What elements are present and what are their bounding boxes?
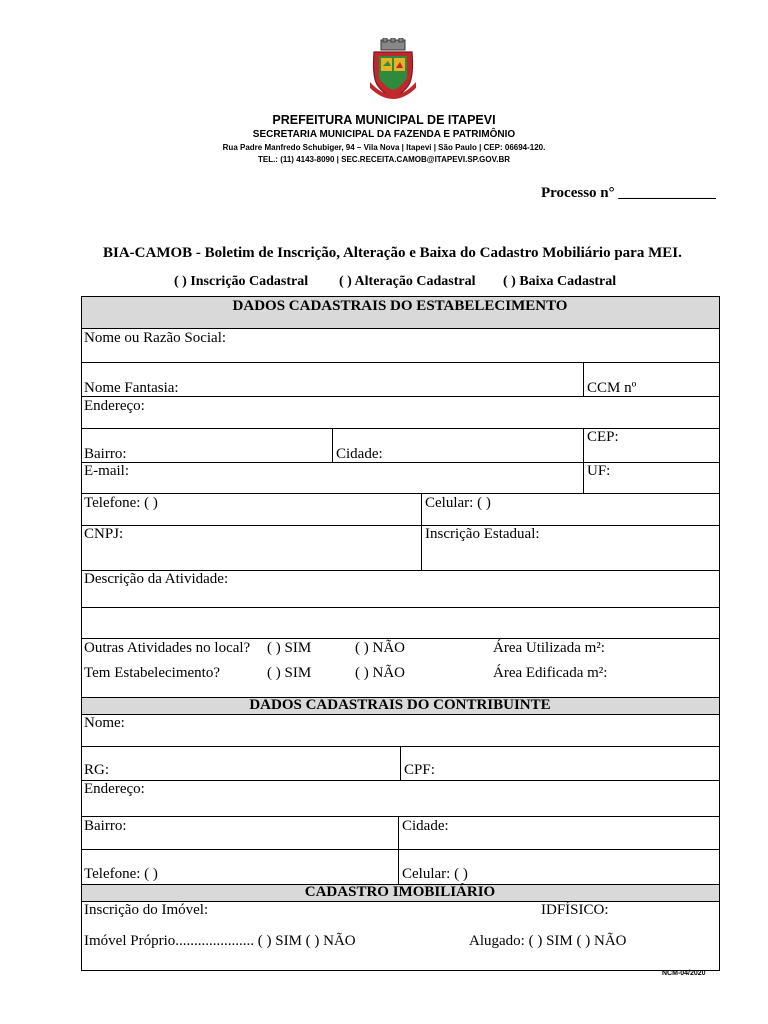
coat-of-arms-logo (368, 38, 418, 104)
field-contrib-celular[interactable]: Celular: ( ) (402, 866, 468, 882)
contact-line: TEL.: (11) 4143-8090 | SEC.RECEITA.CAMOB@ITAPEVI.SP.GOV.BR (257, 155, 511, 164)
divider (583, 362, 584, 396)
form-title: BIA-CAMOB - Boletim de Inscrição, Alteração e Baixa do Cadastro Mobiliário para MEI. (103, 245, 682, 261)
divider (81, 328, 719, 329)
field-descricao-atividade[interactable]: Descrição da Atividade: (84, 571, 229, 587)
form-table (81, 296, 720, 971)
divider (81, 816, 719, 817)
field-alugado[interactable]: Alugado: ( ) SIM ( ) NÃO (469, 933, 627, 949)
field-idfisico[interactable]: IDFÍSICO: (541, 902, 609, 918)
field-area-edificada[interactable]: Área Edificada m²: (493, 665, 608, 681)
address-line: Rua Padre Manfredo Schubiger, 94 – Vila Nova | Itapevi | São Paulo | CEP: 06694-120. (222, 143, 546, 152)
field-contrib-endereco[interactable]: Endereço: (84, 781, 145, 797)
field-inscricao-estadual[interactable]: Inscrição Estadual: (425, 526, 540, 542)
processo-number: Processo n° _____________ (541, 185, 716, 201)
checkbox-outras-sim[interactable]: ( ) SIM (267, 640, 312, 656)
field-bairro[interactable]: Bairro: (84, 446, 127, 462)
field-uf[interactable]: UF: (587, 463, 611, 479)
org-name: PREFEITURA MUNICIPAL DE ITAPEVI (272, 113, 496, 127)
field-cep[interactable]: CEP: (587, 429, 619, 445)
field-contrib-rg[interactable]: RG: (84, 762, 110, 778)
field-nome-fantasia[interactable]: Nome Fantasia: (84, 380, 179, 396)
form-code: NCM-04/2020 (662, 970, 706, 977)
checkbox-outras-nao[interactable]: ( ) NÃO (355, 640, 405, 656)
divider (81, 780, 719, 781)
field-contrib-cpf[interactable]: CPF: (404, 762, 435, 778)
section-title-contribuinte: DADOS CADASTRAIS DO CONTRIBUINTE (249, 697, 551, 713)
option-inscricao[interactable]: ( ) Inscrição Cadastral (174, 274, 309, 289)
field-contrib-cidade[interactable]: Cidade: (402, 818, 449, 834)
question-outras-atividades: Outras Atividades no local? (84, 640, 251, 656)
field-celular[interactable]: Celular: ( ) (425, 495, 491, 511)
section-title-imobiliario: CADASTRO IMOBILIÁRIO (304, 884, 496, 900)
field-area-utilizada[interactable]: Área Utilizada m²: (493, 640, 605, 656)
checkbox-tem-sim[interactable]: ( ) SIM (267, 665, 312, 681)
field-imovel-proprio[interactable]: Imóvel Próprio..................... ( ) SIM ( ) NÃO (84, 933, 356, 949)
field-telefone[interactable]: Telefone: ( ) (84, 495, 158, 511)
field-ccm[interactable]: CCM nº (587, 380, 637, 396)
field-contrib-nome[interactable]: Nome: (84, 715, 125, 731)
divider (81, 849, 719, 850)
divider (81, 607, 719, 608)
field-nome-razao-social[interactable]: Nome ou Razão Social: (84, 330, 227, 346)
field-contrib-telefone[interactable]: Telefone: ( ) (84, 866, 158, 882)
divider (81, 714, 719, 715)
divider (81, 462, 719, 463)
field-endereco[interactable]: Endereço: (84, 398, 145, 414)
field-cnpj[interactable]: CNPJ: (84, 526, 124, 542)
option-alteracao[interactable]: ( ) Alteração Cadastral (339, 274, 476, 289)
dept-name: SECRETARIA MUNICIPAL DA FAZENDA E PATRIMÔNIO (252, 129, 516, 140)
divider (81, 638, 719, 639)
divider (81, 428, 719, 429)
divider (332, 428, 333, 462)
checkbox-tem-nao[interactable]: ( ) NÃO (355, 665, 405, 681)
question-tem-estabelecimento: Tem Estabelecimento? (84, 665, 220, 681)
field-email[interactable]: E-mail: (84, 463, 129, 479)
divider (400, 746, 401, 780)
divider (398, 816, 399, 884)
option-baixa[interactable]: ( ) Baixa Cadastral (503, 274, 617, 289)
divider (81, 362, 719, 363)
section-title-estabelecimento: DADOS CADASTRAIS DO ESTABELECIMENTO (232, 298, 568, 314)
divider (583, 428, 584, 493)
divider (81, 493, 719, 494)
field-contrib-bairro[interactable]: Bairro: (84, 818, 127, 834)
divider (421, 493, 422, 570)
field-cidade[interactable]: Cidade: (336, 446, 383, 462)
field-inscricao-imovel[interactable]: Inscrição do Imóvel: (84, 902, 209, 918)
divider (81, 525, 719, 526)
